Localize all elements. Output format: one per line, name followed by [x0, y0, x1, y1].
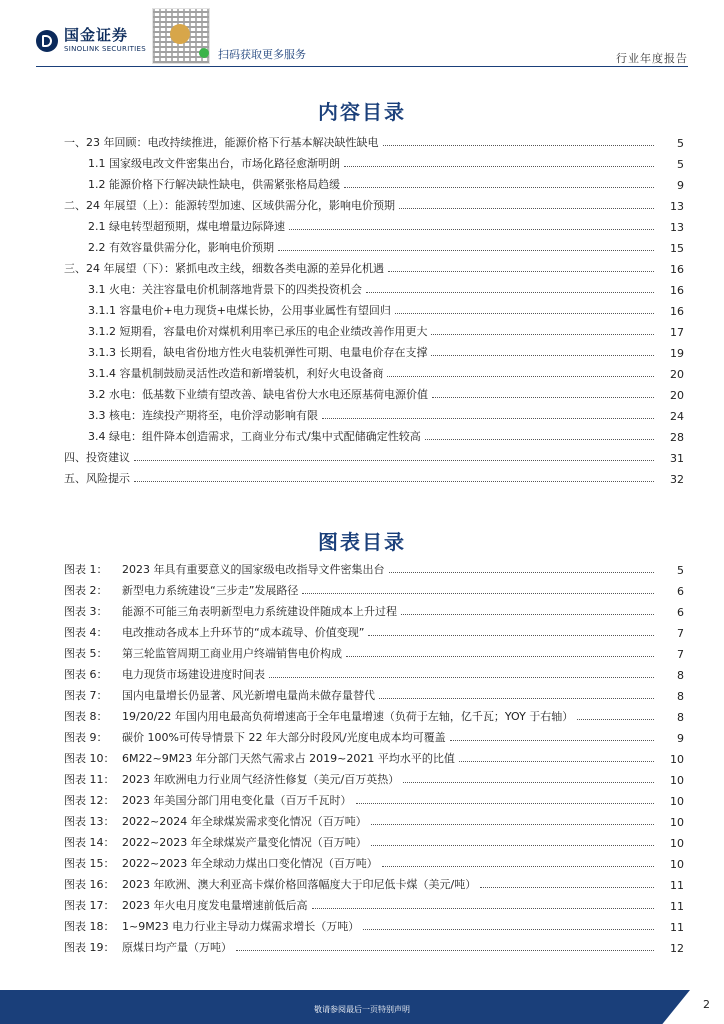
figure-leader-dots [346, 656, 654, 657]
figure-entry-title: 2022~2023 年全球动力煤出口变化情况（百万吨） [122, 857, 378, 870]
figure-entry-title: 2023 年火电月度发电量增速前低后高 [122, 899, 308, 912]
figure-entry[interactable] [64, 871, 684, 892]
toc-entry-page: 20 [670, 368, 684, 381]
figure-entry-text [64, 750, 459, 766]
figure-entry-text [64, 729, 450, 745]
figure-entry-label: 图表 5： [64, 647, 108, 660]
figure-entry-page: 5 [677, 564, 684, 577]
toc-entry-page: 32 [670, 473, 684, 486]
figure-leader-dots [371, 845, 654, 846]
toc-entry[interactable] [64, 444, 684, 465]
toc-entry-page: 20 [670, 389, 684, 402]
figure-leader-dots [371, 824, 654, 825]
toc-entry-page: 31 [670, 452, 684, 465]
figure-entry-title: 第三轮监管周期工商业用户终端销售电价构成 [122, 647, 342, 660]
figure-entry-title: 2022~2024 年全球煤炭需求变化情况（百万吨） [122, 815, 367, 828]
toc-entry-text: 1.2 能源价格下行解决缺性缺电，供需紧张格局趋缓 [88, 176, 344, 192]
figure-entry[interactable] [64, 703, 684, 724]
figure-entry-text [64, 561, 389, 577]
toc-entry-text: 一、23 年回顾：电改持续推进，能源价格下行基本解决缺性缺电 [64, 134, 383, 150]
toc-entry-page: 24 [670, 410, 684, 423]
figure-entry-page: 10 [670, 816, 684, 829]
toc-entry-text: 四、投资建议 [64, 449, 134, 465]
figure-entry[interactable] [64, 766, 684, 787]
figure-entry-page: 10 [670, 774, 684, 787]
toc-entry[interactable] [64, 381, 684, 402]
figure-entry-text [64, 645, 346, 661]
figure-entry-text [64, 687, 379, 703]
toc-entry-page: 13 [670, 221, 684, 234]
figure-entry-title: 国内电量增长仍显著、风光新增电量尚未做存量替代 [122, 689, 375, 702]
figure-leader-dots [356, 803, 655, 804]
figure-entry[interactable] [64, 682, 684, 703]
figure-entry-page: 11 [670, 921, 684, 934]
figure-entry-title: 19/20/22 年国内用电最高负荷增速高于全年电量增速（负荷于左轴，亿千瓦；YOY 于右轴） [122, 710, 574, 723]
toc-leader-dots [289, 229, 654, 230]
figure-entry-text [64, 876, 480, 892]
toc-leader-dots [395, 313, 654, 314]
toc-entry-page: 9 [677, 179, 684, 192]
toc-entry[interactable] [64, 402, 684, 423]
figure-entry[interactable] [64, 556, 684, 577]
figures-title: 图表目录 [318, 530, 406, 554]
figure-entry[interactable] [64, 808, 684, 829]
figure-entry[interactable] [64, 913, 684, 934]
figure-entry-title: 原煤日均产量（万吨） [122, 941, 232, 954]
figure-entry-text [64, 897, 312, 913]
toc-entry-page: 19 [670, 347, 684, 360]
figure-entry-title: 能源不可能三角表明新型电力系统建设伴随成本上升过程 [122, 605, 397, 618]
toc-entry[interactable] [64, 276, 684, 297]
figure-entry-label: 图表 6： [64, 668, 108, 681]
figure-entry-title: 新型电力系统建设“三步走”发展路径 [122, 584, 299, 597]
figure-entry-label: 图表 11： [64, 773, 115, 786]
figure-entry-text [64, 939, 236, 955]
toc-entry-text: 二、24 年展望（上）：能源转型加速、区域供需分化，影响电价预期 [64, 197, 399, 213]
figure-entry-label: 图表 2： [64, 584, 108, 597]
figure-entry[interactable] [64, 619, 684, 640]
toc-leader-dots [278, 250, 654, 251]
toc-entry-page: 13 [670, 200, 684, 213]
figure-entry-label: 图表 8： [64, 710, 108, 723]
footer-disclaimer: 敬请参阅最后一页特别声明 [314, 1005, 410, 1014]
toc-leader-dots [383, 145, 655, 146]
toc-leader-dots [388, 271, 654, 272]
toc-entry-text: 3.1.3 长期看，缺电省份地方性火电装机弹性可期、电量电价存在支撑 [88, 344, 431, 360]
figure-entry[interactable] [64, 787, 684, 808]
toc-leader-dots [366, 292, 654, 293]
figure-entry-text [64, 582, 302, 598]
figure-entry-text [64, 624, 368, 640]
logo-name-cn: 国金证券 [64, 26, 129, 44]
figure-entry-page: 6 [677, 585, 684, 598]
figure-entry-page: 11 [670, 879, 684, 892]
figure-leader-dots [379, 698, 654, 699]
toc-entry-text: 3.3 核电：连续投产期将至，电价浮动影响有限 [88, 407, 322, 423]
figure-entry-label: 图表 10： [64, 752, 115, 765]
figure-entry-page: 8 [677, 669, 684, 682]
figure-entry[interactable] [64, 850, 684, 871]
figure-leader-dots [577, 719, 654, 720]
figure-entry-text [64, 603, 401, 619]
toc-leader-dots [344, 187, 654, 188]
figure-entry-label: 图表 14： [64, 836, 115, 849]
toc-entry-text: 1.1 国家级电改文件密集出台，市场化路径愈渐明朗 [88, 155, 344, 171]
page-header [0, 0, 724, 66]
figure-entry-page: 10 [670, 837, 684, 850]
figure-leader-dots [269, 677, 654, 678]
toc-entry[interactable] [64, 318, 684, 339]
toc-entry-text: 三、24 年展望（下）：紧抓电改主线，细数各类电源的差异化机遇 [64, 260, 388, 276]
figure-entry-label: 图表 7： [64, 689, 108, 702]
figure-entry-text [64, 708, 577, 724]
toc-leader-dots [387, 376, 654, 377]
toc-entry[interactable] [64, 423, 684, 444]
figure-entry-text [64, 666, 269, 682]
figure-leader-dots [302, 593, 654, 594]
toc-leader-dots [399, 208, 654, 209]
toc-entry-text: 3.4 绿电：组件降本创造需求，工商业分布式/集中式配储确定性较高 [88, 428, 425, 444]
company-logo [36, 28, 146, 53]
figure-entry-title: 电力现货市场建设进度时间表 [122, 668, 265, 681]
toc-leader-dots [432, 397, 654, 398]
report-type: 行业年度报告 [616, 52, 688, 65]
wechat-mini-icon [199, 48, 209, 58]
figure-entry-title: 6M22~9M23 年分部门天然气需求占 2019~2021 平均水平的比值 [122, 752, 455, 765]
toc-entry[interactable] [64, 255, 684, 276]
toc-entry[interactable] [64, 150, 684, 171]
figure-entry-page: 8 [677, 690, 684, 703]
toc-entry[interactable] [64, 339, 684, 360]
figure-entry-label: 图表 18： [64, 920, 115, 933]
toc-entry-page: 16 [670, 263, 684, 276]
figure-entry-title: 2023 年欧洲、澳大利亚高卡煤价格回落幅度大于印尼低卡煤（美元/吨） [122, 878, 477, 891]
figure-entry-page: 7 [677, 627, 684, 640]
toc-entry[interactable] [64, 234, 684, 255]
figure-entry-label: 图表 16： [64, 878, 115, 891]
figure-leader-dots [459, 761, 654, 762]
toc-entry-page: 16 [670, 305, 684, 318]
toc-entry[interactable] [64, 360, 684, 381]
toc-leader-dots [431, 334, 654, 335]
figure-entry-page: 10 [670, 795, 684, 808]
toc-entry-text: 3.1.4 容量机制鼓励灵活性改造和新增装机，利好火电设备商 [88, 365, 387, 381]
figure-entry-page: 10 [670, 858, 684, 871]
figure-entry-label: 图表 15： [64, 857, 115, 870]
figure-entry[interactable] [64, 934, 684, 955]
figure-entry-label: 图表 3： [64, 605, 108, 618]
figure-entry-label: 图表 13： [64, 815, 115, 828]
figure-leader-dots [363, 929, 654, 930]
figure-entry-title: 1~9M23 电力行业主导动力煤需求增长（万吨） [122, 920, 360, 933]
toc-entry[interactable] [64, 465, 684, 486]
scan-prompt: 扫码获取更多服务 [218, 48, 306, 61]
figure-entry-label: 图表 19： [64, 941, 115, 954]
figure-entry[interactable] [64, 892, 684, 913]
figure-entry[interactable] [64, 640, 684, 661]
figure-entry-page: 12 [670, 942, 684, 955]
figure-entry-page: 9 [677, 732, 684, 745]
logo-name-en: SINOLINK SECURITIES [64, 45, 146, 53]
figure-entry[interactable] [64, 577, 684, 598]
toc-entry-text: 2.2 有效容量供需分化，影响电价预期 [88, 239, 278, 255]
figure-leader-dots [382, 866, 654, 867]
figure-leader-dots [312, 908, 655, 909]
figure-entry[interactable] [64, 724, 684, 745]
toc-entry[interactable] [64, 171, 684, 192]
figure-entry-page: 10 [670, 753, 684, 766]
figure-entry-title: 2023 年具有重要意义的国家级电改指导文件密集出台 [122, 563, 385, 576]
figure-leader-dots [236, 950, 654, 951]
toc-leader-dots [344, 166, 654, 167]
figure-leader-dots [480, 887, 654, 888]
figure-entry-text [64, 792, 356, 808]
toc-entry-page: 5 [677, 137, 684, 150]
figure-leader-dots [368, 635, 654, 636]
qr-center-badge-icon [170, 24, 190, 44]
figure-entry-text [64, 813, 371, 829]
toc-entry[interactable] [64, 213, 684, 234]
toc-entry-page: 15 [670, 242, 684, 255]
figure-entry-label: 图表 4： [64, 626, 108, 639]
logo-icon [36, 30, 58, 52]
figure-entry-title: 2023 年欧洲电力行业周气经济性修复（美元/百万英热） [122, 773, 400, 786]
figure-entry-text [64, 834, 371, 850]
figure-leader-dots [389, 572, 655, 573]
figure-entry[interactable] [64, 661, 684, 682]
figure-entry-label: 图表 12： [64, 794, 115, 807]
contents-list [64, 129, 684, 486]
figure-entry-text [64, 918, 363, 934]
toc-entry[interactable] [64, 129, 684, 150]
figure-entry-label: 图表 17： [64, 899, 115, 912]
figure-entry-text [64, 855, 382, 871]
toc-entry-text: 3.1 火电：关注容量电价机制落地背景下的四类投资机会 [88, 281, 366, 297]
toc-leader-dots [134, 460, 654, 461]
toc-entry[interactable] [64, 297, 684, 318]
toc-entry-text: 五、风险提示 [64, 470, 134, 486]
figure-entry-page: 11 [670, 900, 684, 913]
figures-list [64, 556, 684, 955]
toc-leader-dots [431, 355, 654, 356]
figure-entry-label: 图表 1： [64, 563, 108, 576]
figure-leader-dots [403, 782, 654, 783]
contents-title: 内容目录 [318, 100, 406, 124]
figure-entry[interactable] [64, 829, 684, 850]
figure-entry-page: 8 [677, 711, 684, 724]
figure-entry-title: 2022~2023 年全球煤炭产量变化情况（百万吨） [122, 836, 367, 849]
toc-entry-page: 28 [670, 431, 684, 444]
figure-entry-text [64, 771, 403, 787]
toc-entry-page: 17 [670, 326, 684, 339]
toc-leader-dots [322, 418, 654, 419]
toc-entry-text: 3.2 水电：低基数下业绩有望改善、缺电省份大水电还原基荷电源价值 [88, 386, 432, 402]
figure-entry[interactable] [64, 745, 684, 766]
figure-entry-page: 7 [677, 648, 684, 661]
figure-entry-title: 2023 年美国分部门用电变化量（百万千瓦时） [122, 794, 352, 807]
header-divider [36, 66, 688, 67]
page-number: 2 [703, 998, 710, 1011]
toc-entry-page: 5 [677, 158, 684, 171]
figure-entry[interactable] [64, 598, 684, 619]
toc-entry[interactable] [64, 192, 684, 213]
toc-leader-dots [134, 481, 654, 482]
toc-entry-page: 16 [670, 284, 684, 297]
figure-leader-dots [401, 614, 654, 615]
figure-leader-dots [450, 740, 654, 741]
figure-entry-page: 6 [677, 606, 684, 619]
toc-entry-text: 3.1.2 短期看，容量电价对煤机利用率已承压的电企业绩改善作用更大 [88, 323, 431, 339]
toc-entry-text: 3.1.1 容量电价+电力现货+电煤长协，公用事业属性有望回归 [88, 302, 395, 318]
figure-entry-label: 图表 9： [64, 731, 108, 744]
figure-entry-title: 碳价 100%可传导情景下 22 年大部分时段风/光度电成本均可覆盖 [122, 731, 446, 744]
figure-entry-title: 电改推动各成本上升环节的“成本疏导、价值变现” [122, 626, 365, 639]
toc-entry-text: 2.1 绿电转型超预期，煤电增量边际降速 [88, 218, 289, 234]
toc-leader-dots [425, 439, 654, 440]
